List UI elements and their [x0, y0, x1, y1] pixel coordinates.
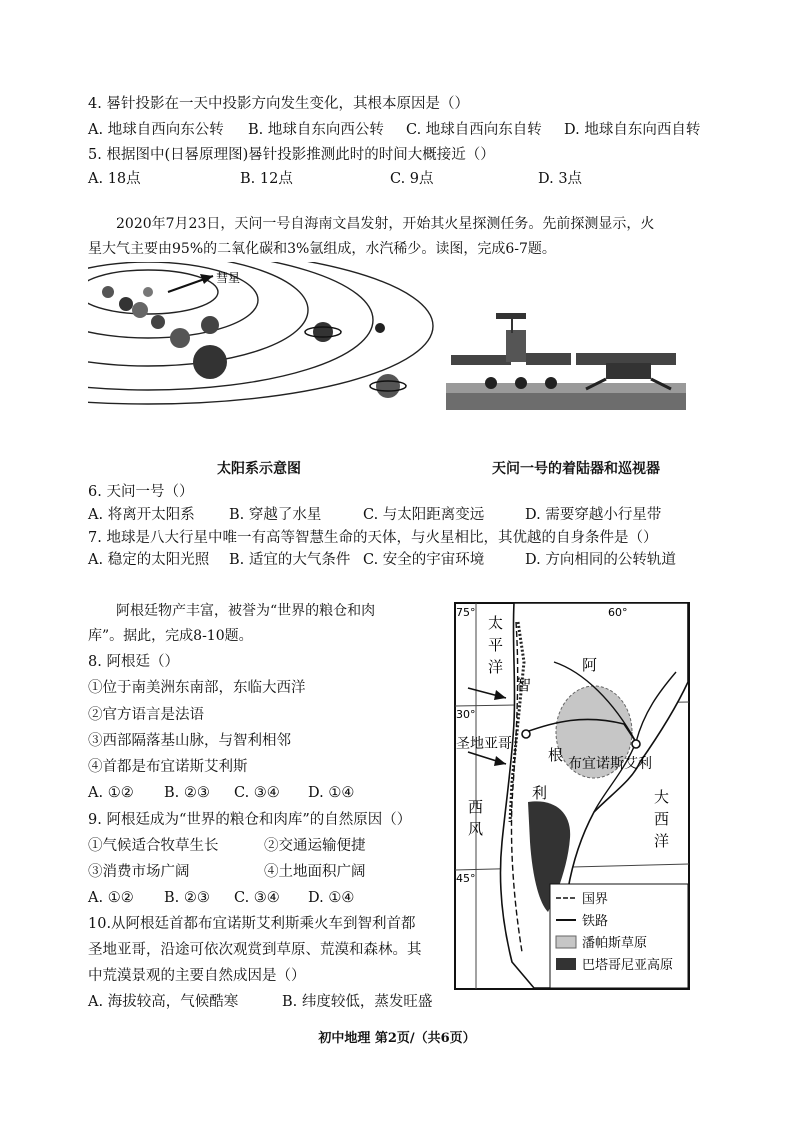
atlantic-char-3: 洋 [654, 832, 670, 850]
q10-line3: 中荒漠景观的主要自然成因是（） [88, 968, 306, 984]
pacific-char-1: 太 [488, 614, 504, 632]
legend-patagonia: 巴塔哥尼亚高原 [582, 958, 674, 973]
legend-border: 国界 [582, 892, 609, 907]
chile-char-1: 智 [516, 676, 532, 694]
lon60-label: 60° [608, 606, 628, 619]
q9-item-1: ①气候适合牧草生长 [88, 838, 219, 854]
q5-option-a[interactable]: A. 18点 [88, 171, 141, 187]
q9-option-a[interactable]: A. ①② [88, 890, 134, 906]
q5-option-b[interactable]: B. 12点 [240, 171, 293, 187]
passage2-line2: 库”。据此，完成8-10题。 [88, 628, 253, 644]
q6-option-d[interactable]: D. 需要穿越小行星带 [525, 507, 662, 523]
q6-stem: 6. 天问一号（） [88, 484, 194, 500]
q6-option-c[interactable]: C. 与太阳距离变远 [363, 507, 485, 523]
argentina-char-2: 根 [548, 746, 564, 764]
passage1-line1: 2020年7月23日，天问一号自海南文昌发射，开始其火星探测任务。先前探测显示，火 [116, 216, 655, 232]
q9-item-3: ③消费市场广阔 [88, 864, 190, 880]
q4-stem: 4. 晷针投影在一天中投影方向发生变化，其根本原因是（） [88, 96, 469, 112]
lat30-label: 30° [456, 708, 476, 721]
buenos-aires-label: 布宜诺斯艾利 [568, 756, 652, 772]
q9-option-d[interactable]: D. ①④ [308, 890, 355, 906]
q5-option-d[interactable]: D. 3点 [538, 171, 583, 187]
q9-item-2: ②交通运输便捷 [264, 838, 366, 854]
westerly-char-2: 风 [468, 820, 484, 838]
q8-item-2: ②官方语言是法语 [88, 707, 204, 723]
q5-option-c[interactable]: C. 9点 [390, 171, 434, 187]
q10-option-b[interactable]: B. 纬度较低，蒸发旺盛 [282, 994, 433, 1010]
q6-option-b[interactable]: B. 穿越了水星 [229, 507, 322, 523]
q10-option-a[interactable]: A. 海拔较高，气候酷寒 [88, 994, 239, 1010]
q4-option-a[interactable]: A. 地球自西向东公转 [88, 122, 224, 138]
q7-option-b[interactable]: B. 适宜的大气条件 [229, 552, 351, 568]
q9-item-4: ④土地面积广阔 [264, 864, 366, 880]
q10-line1: 10.从阿根廷首都布宜诺斯艾利斯乘火车到智利首都 [88, 916, 416, 932]
q8-option-a[interactable]: A. ①② [88, 785, 134, 801]
q4-option-c[interactable]: C. 地球自西向东自转 [406, 122, 542, 138]
page-footer: 初中地理 第2页/（共6页） [318, 1031, 476, 1046]
q5-stem: 5. 根据图中(日晷原理图)晷针投影推测此时的时间大概接近（） [88, 147, 495, 163]
q7-option-d[interactable]: D. 方向相同的公转轨道 [525, 552, 676, 568]
rover-figure [446, 305, 686, 410]
q9-option-c[interactable]: C. ③④ [234, 890, 280, 906]
map-legend [550, 884, 688, 988]
solar-caption: 太阳系示意图 [217, 461, 301, 477]
lon75-label: 75° [456, 606, 476, 619]
q8-stem: 8. 阿根廷（） [88, 654, 179, 670]
atlantic-char-1: 大 [654, 788, 670, 806]
pacific-char-3: 洋 [488, 658, 504, 676]
passage2-line1: 阿根廷物产丰富，被誉为“世界的粮仓和肉 [116, 603, 376, 619]
q8-option-c[interactable]: C. ③④ [234, 785, 280, 801]
comet-label: 彗星 [216, 271, 241, 285]
q7-option-a[interactable]: A. 稳定的太阳光照 [88, 552, 210, 568]
q9-stem: 9. 阿根廷成为“世界的粮仓和肉库”的自然原因（） [88, 812, 412, 828]
rover-caption: 天问一号的着陆器和巡视器 [492, 461, 660, 477]
q7-stem: 7. 地球是八大行星中唯一有高等智慧生命的天体，与火星相比，其优越的自身条件是（） [88, 530, 658, 546]
q8-item-4: ④首都是布宜诺斯艾利斯 [88, 759, 248, 775]
q8-item-1: ①位于南美洲东南部，东临大西洋 [88, 680, 306, 696]
atlantic-char-2: 西 [654, 810, 670, 828]
q8-option-b[interactable]: B. ②③ [164, 785, 210, 801]
passage1-line2: 星大气主要由95%的二氧化碳和3%氩组成，水汽稀少。读图，完成6-7题。 [88, 241, 556, 257]
chile-char-2: 利 [532, 784, 548, 802]
lat45-label: 45° [456, 872, 476, 885]
q8-option-d[interactable]: D. ①④ [308, 785, 355, 801]
argentina-char-1: 阿 [582, 656, 598, 674]
q7-option-c[interactable]: C. 安全的宇宙环境 [363, 552, 485, 568]
q4-option-d[interactable]: D. 地球自东向西自转 [564, 122, 701, 138]
legend-railway: 铁路 [582, 914, 609, 929]
q9-option-b[interactable]: B. ②③ [164, 890, 210, 906]
q6-option-a[interactable]: A. 将离开太阳系 [88, 507, 195, 523]
legend-pampas: 潘帕斯草原 [582, 936, 648, 951]
q10-line2: 圣地亚哥，沿途可依次观赏到草原、荒漠和森林。其 [88, 942, 422, 958]
westerly-char-1: 西 [468, 798, 484, 816]
q8-item-3: ③西部隔落基山脉，与智利相邻 [88, 733, 291, 749]
q4-option-b[interactable]: B. 地球自东向西公转 [248, 122, 384, 138]
santiago-label: 圣地亚哥 [456, 736, 512, 752]
argentina-map [454, 602, 690, 990]
solar-system-figure [88, 262, 438, 412]
pacific-char-2: 平 [488, 636, 504, 654]
